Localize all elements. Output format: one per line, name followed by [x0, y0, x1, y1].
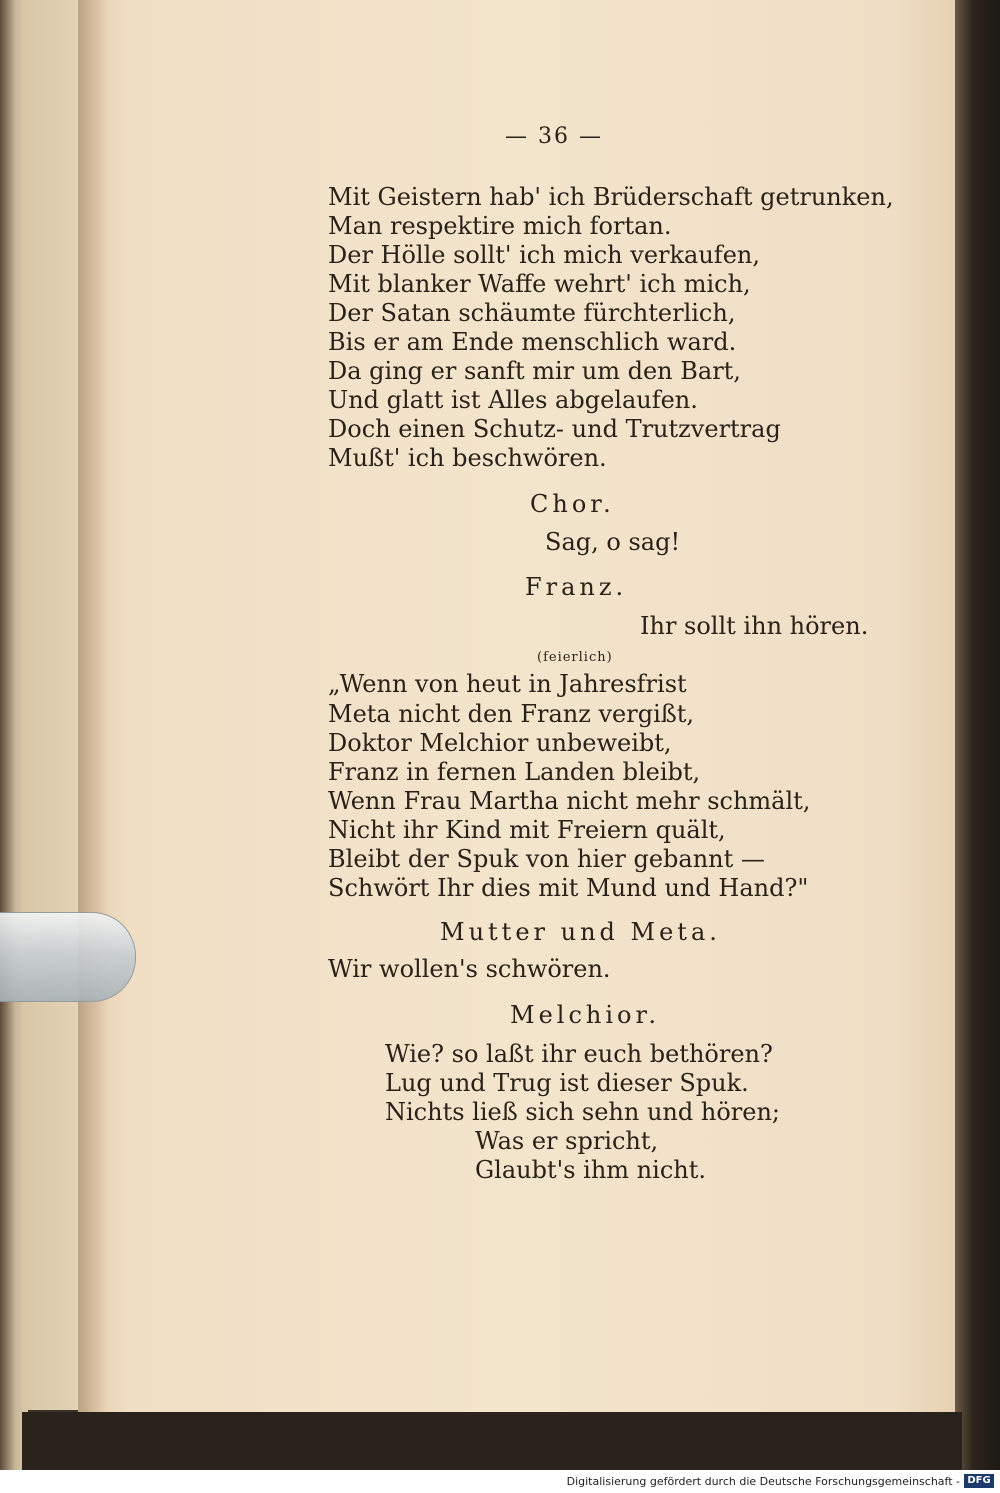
verse-line: Der Hölle sollt' ich mich verkaufen,: [328, 241, 760, 269]
verse-line: Wie? so laßt ihr euch bethören?: [385, 1040, 773, 1068]
verse-line: Nicht ihr Kind mit Freiern quält,: [328, 816, 726, 844]
verse-line: Mit blanker Waffe wehrt' ich mich,: [328, 270, 751, 298]
verse-line: Was er spricht,: [475, 1127, 659, 1155]
funding-credit: Digitalisierung gefördert durch die Deutsche Forschungsgemeinschaft -: [566, 1475, 960, 1488]
verse-line: Meta nicht den Franz vergißt,: [328, 700, 695, 728]
dfg-logo: DFG: [964, 1474, 994, 1488]
verse-line: Bis er am Ende menschlich ward.: [328, 328, 737, 356]
verse-line: „Wenn von heut in Jahresfrist: [328, 670, 687, 698]
verse-line: Sag, o sag!: [545, 528, 681, 556]
verse-line: Mit Geistern hab' ich Brüderschaft getrunken,: [328, 183, 894, 211]
verse-line: Bleibt der Spuk von hier gebannt —: [328, 845, 765, 873]
page-number: — 36 —: [505, 124, 603, 149]
verse-line: Da ging er sanft mir um den Bart,: [328, 357, 741, 385]
verse-line: Ihr sollt ihn hören.: [640, 612, 869, 640]
page-clip: [0, 912, 136, 1002]
speaker-heading-chor: Chor.: [530, 490, 615, 518]
verse-line: Wenn Frau Martha nicht mehr schmält,: [328, 787, 811, 815]
speaker-heading-mutter-meta: Mutter und Meta.: [440, 918, 721, 946]
speaker-heading-melchior: Melchior.: [510, 1001, 660, 1029]
footer-bar: [0, 1470, 1000, 1493]
verse-line: Schwört Ihr dies mit Mund und Hand?": [328, 874, 809, 902]
verse-line: Doktor Melchior unbeweibt,: [328, 729, 672, 757]
verse-line: Und glatt ist Alles abgelaufen.: [328, 386, 698, 414]
verse-line: Man respektire mich fortan.: [328, 212, 672, 240]
verse-line: Nichts ließ sich sehn und hören;: [385, 1098, 780, 1126]
verse-line: Glaubt's ihm nicht.: [475, 1156, 706, 1184]
verse-line: Doch einen Schutz- und Trutzvertrag: [328, 415, 781, 443]
stage-direction: (feierlich): [537, 650, 613, 665]
verse-line: Wir wollen's schwören.: [328, 955, 611, 983]
verse-line: Der Satan schäumte fürchterlich,: [328, 299, 736, 327]
gutter-shadow: [78, 0, 108, 1412]
scan-background-bottom: [22, 1412, 962, 1470]
verse-line: Franz in fernen Landen bleibt,: [328, 758, 701, 786]
scan-background-right: [955, 0, 1000, 1470]
speaker-heading-franz: Franz.: [525, 573, 628, 601]
back-page: [22, 0, 83, 1410]
verse-line: Lug und Trug ist dieser Spuk.: [385, 1069, 749, 1097]
verse-line: Mußt' ich beschwören.: [328, 444, 607, 472]
